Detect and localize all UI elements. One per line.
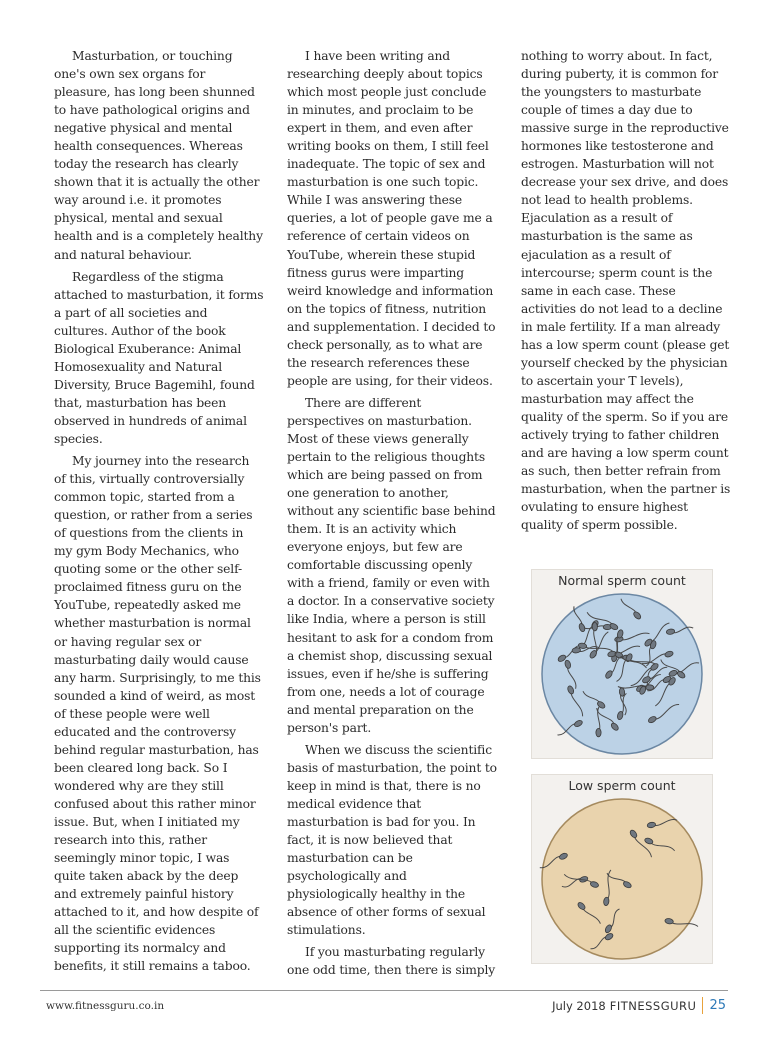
article-column-2 [287, 47, 499, 979]
petri-dish-normal-illustration [532, 592, 712, 758]
footer-issue-info [552, 997, 726, 1014]
issue-date: July 2018 [552, 998, 606, 1013]
magazine-name: FITNESSGURU [609, 998, 697, 1013]
sperm-head [619, 688, 625, 697]
figure-caption: Low sperm count [568, 778, 676, 793]
figure-caption: Normal sperm count [558, 573, 686, 588]
footer-separator [702, 997, 703, 1014]
paragraph: There are different perspectives on masturbation. Most of these views generally pertain to the religious thoughts which are being passed on from one generation to another, without any scientific base behind them. It is an activity which everyone enjoys, but few are comfortable discussing openly with a friend, family or even with a doctor. In a conservative society like India, where a person is still hesitant to ask for a condom from a chemist shop, discussing sexual issues, even if he/she is suffering from one, needs a lot of courage and mental preparation on the person's part. [287, 395, 496, 735]
article-column-3 [521, 47, 731, 534]
site-url: www.fitnessguru.co.in [46, 1000, 165, 1012]
footer-divider [40, 990, 728, 991]
paragraph: Masturbation, or touching one's own sex organs for pleasure, has long been shunned to have pathological origins and negative physical and mental health consequences. Whereas today the research has clearly shown that it is actually the other way around i.e. it promotes physical, mental and sexual health and is a completely healthy and natural behaviour. [54, 49, 263, 262]
paragraph: I have been writing and researching deeply about topics which most people just conclude in minutes, and proclaim to be expert in them, and even after writing books on them, I still feel inadequate. The topic of sex and masturbation is one such topic. While I was answering these queries, a lot of people gave me a reference of certain videos on YouTube, wherein these stupid fitness gurus were imparting weird knowledge and information on the topics of fitness, nutrition and supplementation. I decided to check personally, as to what are the research references these people are using, for their videos. [287, 49, 496, 388]
page-number: 25 [709, 998, 726, 1013]
normal-sperm-count-figure [531, 569, 713, 759]
paragraph: If you masturbating regularly one odd time, then there is simply [287, 945, 496, 978]
sperm-head [592, 622, 597, 631]
article-column-1 [54, 47, 264, 975]
paragraph: My journey into the research of this, virtually controversially common topic, started from a question, or rather from a series of questions from the clients in my gym Body Mechanics, who quoting some or the other self-proclaimed fitness guru on the YouTube, repeatedly asked me whether masturbation is normal or having regular sex or masturbating daily would cause any harm. Surprisingly, to me this sounded a kind of weird, as most of these people were well educated and the controversy behind regular masturbation, has been cleared long back. So I wondered why are they still confused about this rather minor issue. But, when I initiated my research into this, rather seemingly minor topic, I was quite taken aback by the deep and extremely painful history attached to it, and how despite of all the scientific evidences supporting its normalcy and benefits, it still remains a taboo. [54, 454, 261, 974]
paragraph: Regardless of the stigma attached to masturbation, it forms a part of all societies and cultures. Author of the book Biological Exuberance: Animal Homosexuality and Natural Diversity, Bruce Bagemihl, found that, masturbation has been observed in hundreds of animal species. [54, 269, 264, 446]
petri-dish [542, 799, 702, 959]
low-sperm-count-figure [531, 774, 713, 964]
paragraph: nothing to worry about. In fact, during puberty, it is common for the youngsters to masturbate couple of times a day due to massive surge in the reproductive hormones like testosterone and estrogen. Masturbation will not decrease your sex drive, and does not lead to health problems. Ejaculation as a result of masturbation is the same as ejaculation as a result of intercourse; sperm count is the same in each case. These activities do not lead to a decline in male fertility. If a man already has a low sperm count (please get yourself checked by the physician to ascertain your T levels), masturbation may affect the quality of the sperm. So if you are actively trying to father children and are having a low sperm count as such, then better refrain from masturbation, when the partner is ovulating to ensure highest quality of sperm possible. [521, 49, 731, 533]
paragraph: When we discuss the scientific basis of masturbation, the point to keep in mind is that, there is no medical evidence that masturbation is bad for you. In fact, it is now believed that masturbation can be psychologically and physiologically healthy in the absence of other forms of sexual stimulations. [287, 742, 497, 938]
petri-dish-low-illustration [532, 797, 712, 963]
sperm-head [596, 728, 601, 736]
sperm-head [572, 647, 581, 653]
